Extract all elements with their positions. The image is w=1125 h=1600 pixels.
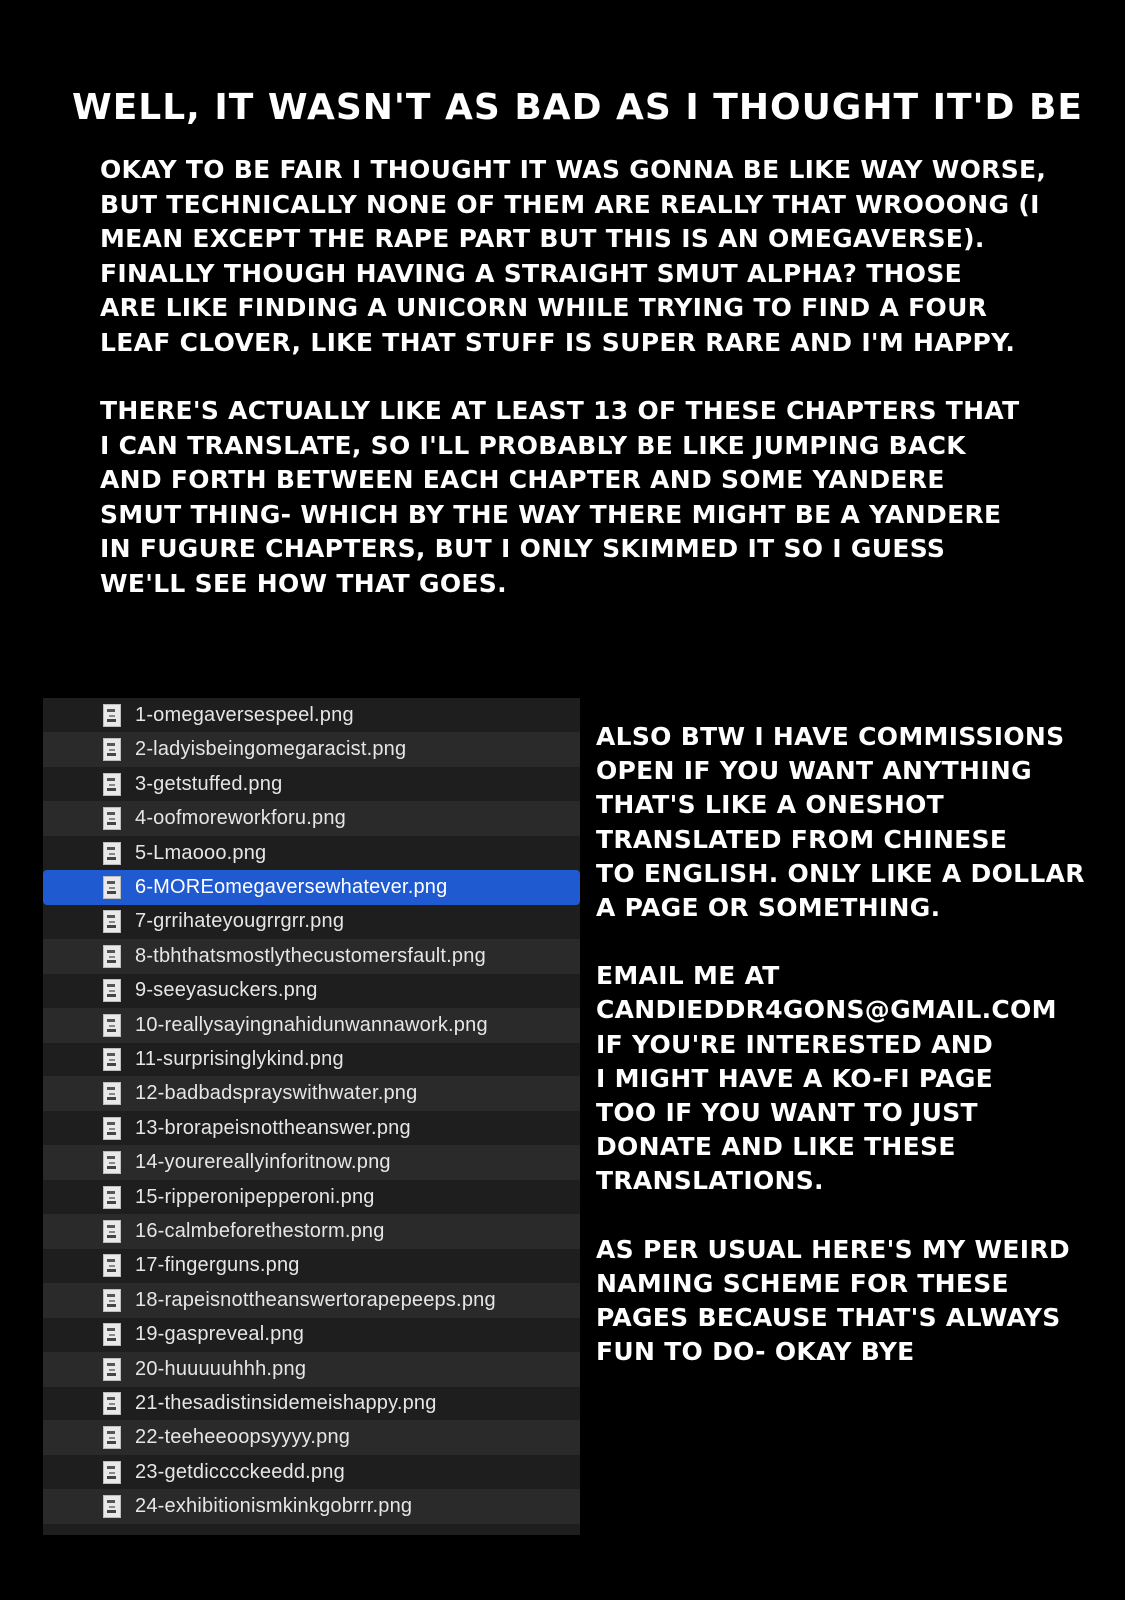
naming-paragraph [596, 1233, 1116, 1370]
text-line: SMUT THING- WHICH BY THE WAY THERE MIGHT BE A YANDERE [100, 499, 1002, 529]
file-name: 7-grrihateyougrrgrr.png [135, 910, 345, 933]
email-text: CANDIEDDR4GONS@GMAIL.COM [596, 995, 1057, 1025]
file-row[interactable] [43, 732, 580, 767]
file-name: 13-brorapeisnottheanswer.png [135, 1116, 411, 1139]
image-file-icon [103, 1151, 121, 1174]
text-line: MEAN EXCEPT THE RAPE PART BUT THIS IS AN OMEGAVERSE). [100, 224, 985, 253]
text-line: BUT TECHNICALLY NONE OF THEM ARE REALLY THAT WROOONG (I [100, 189, 1040, 219]
side-text [596, 720, 1116, 1403]
file-row[interactable] [43, 1455, 580, 1490]
text-line: THERE'S ACTUALLY LIKE AT LEAST 13 OF THESE CHAPTERS THAT [100, 396, 1020, 425]
file-row[interactable] [43, 973, 580, 1008]
contact-paragraph [596, 959, 1116, 1198]
image-file-icon [103, 773, 121, 796]
text-line: AND FORTH BETWEEN EACH CHAPTER AND SOME YANDERE [100, 465, 945, 494]
text-line: DONATE AND LIKE THESE [596, 1132, 956, 1162]
intro-paragraph [100, 153, 1100, 360]
file-row[interactable] [43, 1214, 580, 1249]
text-line: THAT'S LIKE A ONESHOT [596, 790, 945, 820]
file-name: 5-Lmaooo.png [135, 841, 267, 864]
text-line: ARE LIKE FINDING A UNICORN WHILE TRYING TO FIND A FOUR [100, 293, 988, 322]
image-file-icon [103, 945, 121, 968]
image-file-icon [103, 1461, 121, 1484]
file-row[interactable] [43, 1352, 580, 1387]
file-row[interactable] [43, 1386, 580, 1421]
image-file-icon [103, 1358, 121, 1381]
text-line: FUN TO DO- OKAY BYE [596, 1337, 915, 1367]
image-file-icon [103, 910, 121, 933]
text-line: IN FUGURE CHAPTERS, BUT I ONLY SKIMMED IT SO I GUESS [100, 534, 946, 563]
file-row[interactable] [43, 1283, 580, 1318]
file-name: 6-MOREomegaversewhatever.png [135, 876, 448, 898]
image-file-icon [103, 842, 121, 865]
file-name: 4-oofmoreworkforu.png [135, 807, 346, 830]
file-row[interactable] [43, 1076, 580, 1111]
text-line: AS PER USUAL HERE'S MY WEIRD [596, 1234, 1070, 1264]
image-file-icon [103, 738, 121, 761]
file-name: 18-rapeisnottheanswertorapepeeps.png [135, 1288, 496, 1311]
image-file-icon [103, 807, 121, 830]
text-line: NAMING SCHEME FOR THESE [596, 1268, 1009, 1298]
text-line: FINALLY THOUGH HAVING A STRAIGHT SMUT ALPHA? THOSE [100, 258, 963, 288]
file-name: 20-huuuuuhhh.png [135, 1357, 307, 1380]
file-row[interactable] [43, 1420, 580, 1455]
file-name: 17-fingerguns.png [135, 1254, 300, 1277]
file-row[interactable] [43, 767, 580, 802]
file-row-selected[interactable] [43, 870, 580, 905]
text-line: EMAIL ME AT [596, 961, 780, 991]
text-line: TO ENGLISH. ONLY LIKE A DOLLAR [596, 858, 1085, 888]
text-line: TRANSLATED FROM CHINESE [596, 824, 1008, 854]
image-file-icon [103, 1220, 121, 1243]
file-name: 8-tbhthatsmostlythecustomersfault.png [135, 944, 486, 967]
image-file-icon [103, 1186, 121, 1209]
file-row[interactable] [43, 1317, 580, 1352]
image-file-icon [103, 1254, 121, 1277]
text-line: I MIGHT HAVE A KO-FI PAGE [596, 1063, 994, 1093]
file-row[interactable] [43, 836, 580, 871]
file-list[interactable] [43, 698, 580, 1535]
image-file-icon [103, 1117, 121, 1140]
text-line: I CAN TRANSLATE, SO I'LL PROBABLY BE LIKE JUMPING BACK [100, 430, 966, 460]
file-name: 23-getdicccckeedd.png [135, 1460, 345, 1483]
text-line: PAGES BECAUSE THAT'S ALWAYS [596, 1303, 1061, 1333]
image-file-icon [103, 1323, 121, 1346]
text-line: OKAY TO BE FAIR I THOUGHT IT WAS GONNA BE LIKE WAY WORSE, [100, 155, 1047, 184]
file-row[interactable] [43, 904, 580, 939]
file-name: 21-thesadistinsidemeishappy.png [135, 1392, 437, 1414]
image-file-icon [103, 1495, 121, 1518]
file-name: 16-calmbeforethestorm.png [135, 1220, 385, 1242]
text-line: OPEN IF YOU WANT ANYTHING [596, 756, 1032, 786]
file-name: 15-ripperonipepperoni.png [135, 1185, 375, 1208]
page-title: WELL, IT WASN'T AS BAD AS I THOUGHT IT'D BE [72, 87, 1083, 128]
file-row[interactable] [43, 1008, 580, 1043]
file-row[interactable] [43, 1248, 580, 1283]
text-line: WE'LL SEE HOW THAT GOES. [100, 568, 507, 598]
file-name: 9-seeyasuckers.png [135, 979, 318, 1002]
file-row[interactable] [43, 801, 580, 836]
file-row[interactable] [43, 939, 580, 974]
text-line: TOO IF YOU WANT TO JUST [596, 1098, 978, 1128]
text-line: IF YOU'RE INTERESTED AND [596, 1029, 994, 1059]
file-name: 2-ladyisbeingomegaracist.png [135, 738, 407, 761]
file-name: 19-gaspreveal.png [135, 1323, 305, 1346]
file-name: 10-reallysayingnahidunwannawork.png [135, 1013, 488, 1036]
image-file-icon [103, 1392, 121, 1415]
intro-paragraph [100, 394, 1100, 601]
text-line: ALSO BTW I HAVE COMMISSIONS [596, 722, 1065, 751]
image-file-icon [103, 704, 121, 727]
file-name: 11-surprisinglykind.png [135, 1048, 344, 1070]
file-row[interactable] [43, 1180, 580, 1215]
file-row[interactable] [43, 1042, 580, 1077]
file-name: 12-badbadsprayswithwater.png [135, 1082, 418, 1105]
file-name: 3-getstuffed.png [135, 772, 283, 795]
file-name: 22-teeheeoopsyyyy.png [135, 1426, 351, 1449]
image-file-icon [103, 1014, 121, 1037]
text-line: LEAF CLOVER, LIKE THAT STUFF IS SUPER RARE AND I'M HAPPY. [100, 327, 1016, 357]
file-row[interactable] [43, 1111, 580, 1146]
file-name: 14-yourereallyinforitnow.png [135, 1151, 391, 1174]
file-row[interactable] [43, 1145, 580, 1180]
image-file-icon [103, 1426, 121, 1449]
text-line: A PAGE OR SOMETHING. [596, 893, 941, 923]
intro-text [100, 153, 1100, 635]
image-file-icon [103, 1082, 121, 1105]
image-file-icon [103, 1048, 121, 1071]
file-row[interactable] [43, 698, 580, 733]
image-file-icon [103, 876, 121, 899]
file-name: 1-omegaversespeel.png [135, 704, 354, 726]
file-name: 24-exhibitionismkinkgobrrr.png [135, 1495, 413, 1518]
text-line: TRANSLATIONS. [596, 1166, 824, 1196]
file-row[interactable] [43, 1489, 580, 1524]
image-file-icon [103, 979, 121, 1002]
commissions-paragraph [596, 720, 1116, 925]
image-file-icon [103, 1289, 121, 1312]
